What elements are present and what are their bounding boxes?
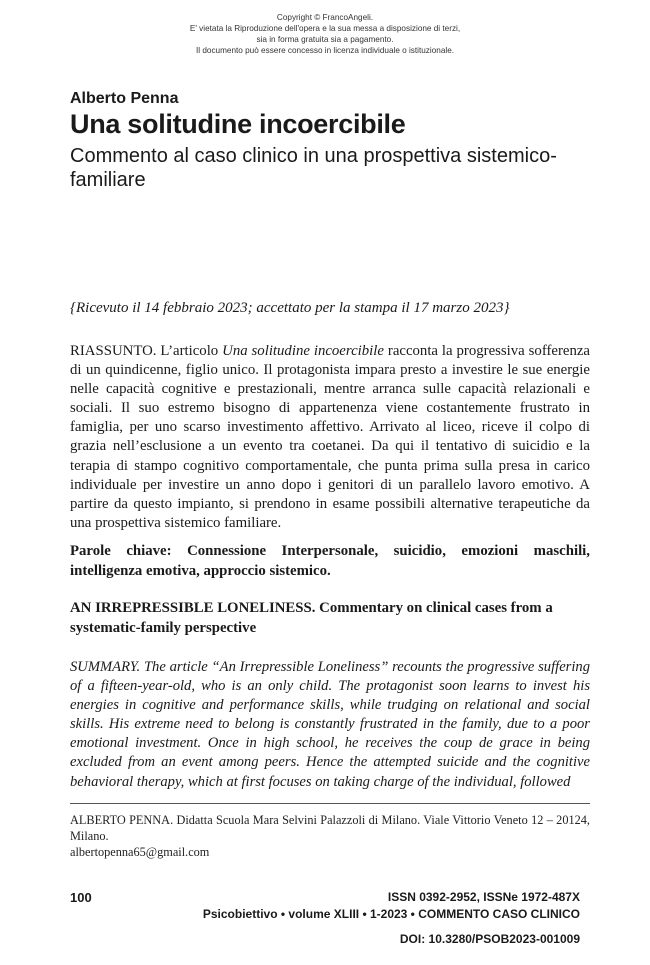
english-summary-container: [70, 658, 590, 801]
author-name: Alberto Penna: [70, 90, 179, 107]
copyright-notice: [0, 12, 650, 56]
abstract-label: RIASSUNTO.: [70, 343, 157, 359]
copyright-line: sia in forma gratuita sia a pagamento.: [256, 35, 394, 44]
abstract-body: racconta la progressiva sofferenza di un quindicenne, figlio unico. Il protagonista impara presto a investire le sue energie nelle capacità cognitive e prestazionali, mentre arranca sulle capacità relazionali e sociali. Il suo estremo bisogno di appartenenza viene costantemente frustrato in famiglia, per uno scarso investimento affettivo. Arrivato al liceo, riceve il colpo di grazia nell’esclusione a un evento tra coetanei. Da qui il tentativo di suicidio e la terapia di stampo cognitivo comportamentale, che punta prima sulla presa in carico individuale per investire un anno dopo i genitori di un parallelo lavoro emotivo. A partire da questo impianto, si prendono in esame possibili alternative terapeutiche da una prospettiva sistemico familiare.: [70, 343, 591, 531]
abstract-intro: L’articolo: [156, 343, 223, 359]
doi-line: DOI: 10.3280/PSOB2023-001009: [399, 932, 580, 946]
abstract-title-reference: Una solitudine incoercibile: [222, 343, 384, 359]
author-email: albertopenna65@gmail.com: [70, 845, 210, 859]
footnote-divider: [70, 803, 590, 804]
article-title: Una solitudine incoercibile: [70, 109, 406, 139]
article-subtitle: Commento al caso clinico in una prospettiva sistemico-familiare: [70, 145, 557, 191]
english-title: AN IRREPRESSIBLE LONELINESS. Commentary on clinical cases from a systematic-family perspective: [70, 600, 553, 636]
keywords: Parole chiave: Connessione Interpersonale, suicidio, emozioni maschili, intelligenza emotiva, approccio sistemico.: [70, 543, 590, 579]
received-dates: {Ricevuto il 14 febbraio 2023; accettato per la stampa il 17 marzo 2023}: [70, 300, 510, 316]
issn-line: ISSN 0392-2952, ISSNe 1972-487X: [387, 890, 580, 904]
abstract-italian: [70, 342, 590, 533]
page-number: 100: [70, 890, 92, 905]
journal-line: Psicobiettivo • volume XLIII • 1-2023 • COMMENTO CASO CLINICO: [202, 907, 580, 921]
author-affiliation: ALBERTO PENNA. Didatta Scuola Mara Selvini Palazzoli di Milano. Viale Vittorio Veneto 12 – 20124, Milano.: [70, 813, 590, 843]
copyright-line: E' vietata la Riproduzione dell'opera e la sua messa a disposizione di terzi,: [189, 24, 461, 33]
copyright-line: Il documento può essere concesso in licenza individuale o istituzionale.: [195, 46, 455, 55]
english-summary: SUMMARY. The article “An Irrepressible Loneliness” recounts the progressive suffering of a fifteen-year-old, who is an only child. The protagonist soon learns to invest his energies in cognitive and performance skills, while trudging on relational and social skills. His extreme need to belong is constantly frustrated in the family, due to a poor emotional investment. Once in high school, he receives the coup de grace in being excluded from an event among peers. Hence the attempted suicide and the cognitive behavioral therapy, which at first focuses on taking charge of the individual, followed: [70, 659, 590, 790]
copyright-line: Copyright © FrancoAngeli.: [276, 13, 374, 22]
author-footnote: [70, 812, 590, 860]
